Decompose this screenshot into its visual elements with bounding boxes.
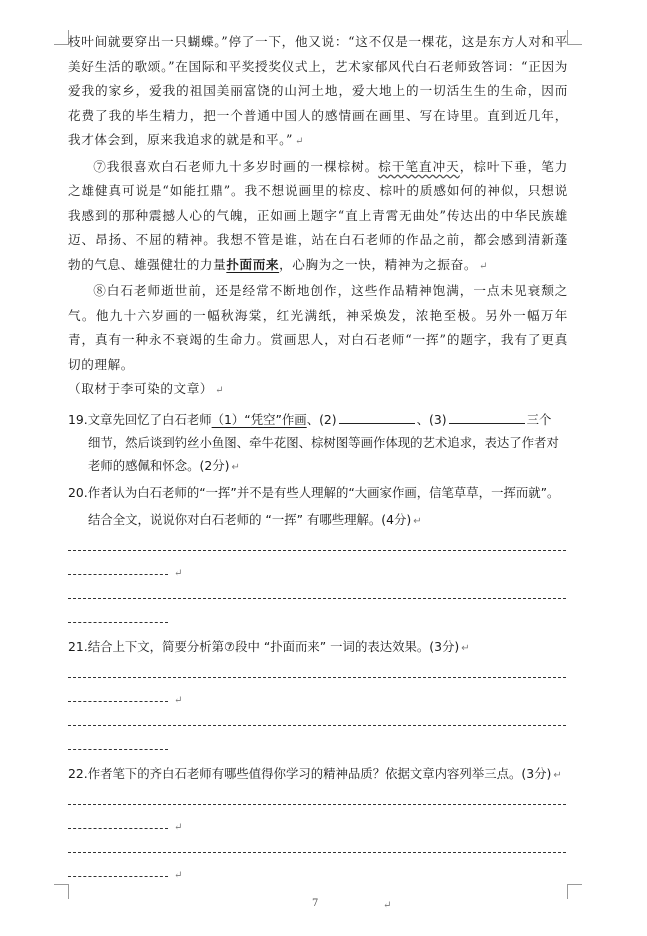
paragraph-mark: ↵	[174, 869, 183, 881]
answer-line[interactable]	[68, 732, 568, 756]
paragraph-mark: ↵	[174, 821, 183, 833]
question-22	[68, 762, 568, 787]
answer-line[interactable]	[68, 859, 568, 883]
question-text: 21.结合上下文，简要分析第⑦段中 “扑面而来” 一词的表达效果。(3分)	[68, 638, 460, 654]
source-text: （取材于李可染的文章）	[68, 381, 214, 396]
answer-line[interactable]	[68, 557, 568, 581]
paragraph-text: ⑦我很喜欢白石老师九十多岁时画的一棵棕树。	[93, 158, 379, 174]
question-text: 20.作者认为白石老师的“一挥”并不是有些人理解的“大画家作画，信笔草草，一挥而就”。	[68, 484, 560, 500]
paragraph-mark: ↵	[479, 260, 488, 272]
question-20	[68, 481, 568, 504]
question-21	[68, 635, 568, 660]
question-text: 结合全文，说说你对白石老师的 “一挥” 有哪些理解。(4分)	[88, 511, 412, 527]
answer-blank-3[interactable]	[449, 410, 525, 424]
answer-line[interactable]	[68, 708, 568, 732]
question-text: 、(3)	[416, 411, 447, 427]
question-text: 三个	[526, 411, 552, 427]
paragraph-mark: ↵	[383, 900, 392, 911]
question-20-continued	[68, 508, 568, 533]
question-19-continued	[68, 431, 568, 479]
paragraph-mark: ↵	[231, 461, 240, 473]
paragraph-text: ，棕叶下垂，笔力之雄健真可说是“如能扛鼎”。我不想说画里的棕皮、棕叶的质感如何的神似，只想说我感到的那种震撼人心的气魄，正如画上题字“直上青霄无曲处”传达出的中华民族雄迈、昂扬、不屈的精神。我想不管是谁，站在白石老师的作品之前，都会感到清新蓬勃的气息、雄强健壮的力量	[68, 158, 568, 272]
answer-line[interactable]	[68, 811, 568, 835]
margin-corner-top-left	[54, 30, 69, 45]
question-text: 22.作者笔下的齐白石老师有哪些值得你学习的精神品质？依据文章内容列举三点。(3分)	[68, 765, 552, 781]
question-text: 、(2)	[306, 411, 337, 427]
margin-corner-top-right	[567, 30, 582, 45]
answer-line[interactable]	[68, 787, 568, 811]
answer-blank-2[interactable]	[339, 410, 415, 424]
paragraph-8	[68, 279, 568, 377]
question-item-1: （1）“凭空”作画	[211, 411, 307, 427]
question-19	[68, 408, 568, 431]
answer-line[interactable]	[68, 581, 568, 605]
answer-line[interactable]	[68, 835, 568, 859]
paragraph-text: ，心胸为之一快，精神为之振奋。	[279, 256, 478, 272]
page-number: 7	[312, 898, 319, 909]
paragraph-continued	[68, 30, 568, 155]
paragraph-mark: ↵	[295, 136, 305, 147]
answer-line[interactable]	[68, 533, 568, 557]
answer-line[interactable]	[68, 684, 568, 708]
question-text: 19.文章先回忆了白石老师	[68, 411, 212, 427]
answer-line[interactable]	[68, 605, 568, 629]
wavy-underlined-phrase: 棕干笔直冲天	[378, 158, 460, 174]
paragraph-text: 枝叶间就要穿出一只蝴蝶。”停了一下，他又说：“这不仅是一棵花，这是东方人对和平美好生活的歌颂。”在国际和平奖授奖仪式上，艺术家郁风代白石老师致答词：“正因为爱我的家乡，爱我的祖国美丽富饶的山河土地，爱大地上的一切活生生的生命，因而花费了我的毕生精力，把一个普通中国人的感情画在画里、写在诗里。直到近几年，我才体会到，原来我追求的就是和平。”	[68, 34, 568, 147]
paragraph-text: ⑧白石老师逝世前，还是经常不断地创作，这些作品精神饱满，一点未见衰颓之气。他九十六岁画的一幅秋海棠，红光满纸，神采焕发，浓艳至极。另外一幅万年青，真有一种永不衰竭的生命力。赏画思人，对白石老师“一挥”的题字，我有了更真切的理解。	[68, 283, 568, 372]
paragraph-mark: ↵	[553, 769, 562, 781]
bold-phrase-pumianerlai: 扑面而来	[226, 256, 280, 272]
paragraph-7	[68, 155, 568, 280]
paragraph-mark: ↵	[174, 567, 183, 579]
page-content	[68, 30, 568, 883]
paragraph-mark: ↵	[174, 694, 183, 706]
paragraph-mark: ↵	[215, 385, 225, 396]
margin-corner-bottom-left	[54, 884, 69, 899]
answer-line[interactable]	[68, 660, 568, 684]
question-text: 细节，然后谈到钓丝小鱼图、牵牛花图、棕树图等画作体现的艺术追求，表达了作者对老师的感佩和怀念。(2分)	[88, 434, 559, 473]
paragraph-mark: ↵	[413, 515, 422, 527]
paragraph-mark: ↵	[461, 642, 470, 654]
source-note	[68, 377, 568, 404]
margin-corner-bottom-right	[567, 884, 582, 899]
